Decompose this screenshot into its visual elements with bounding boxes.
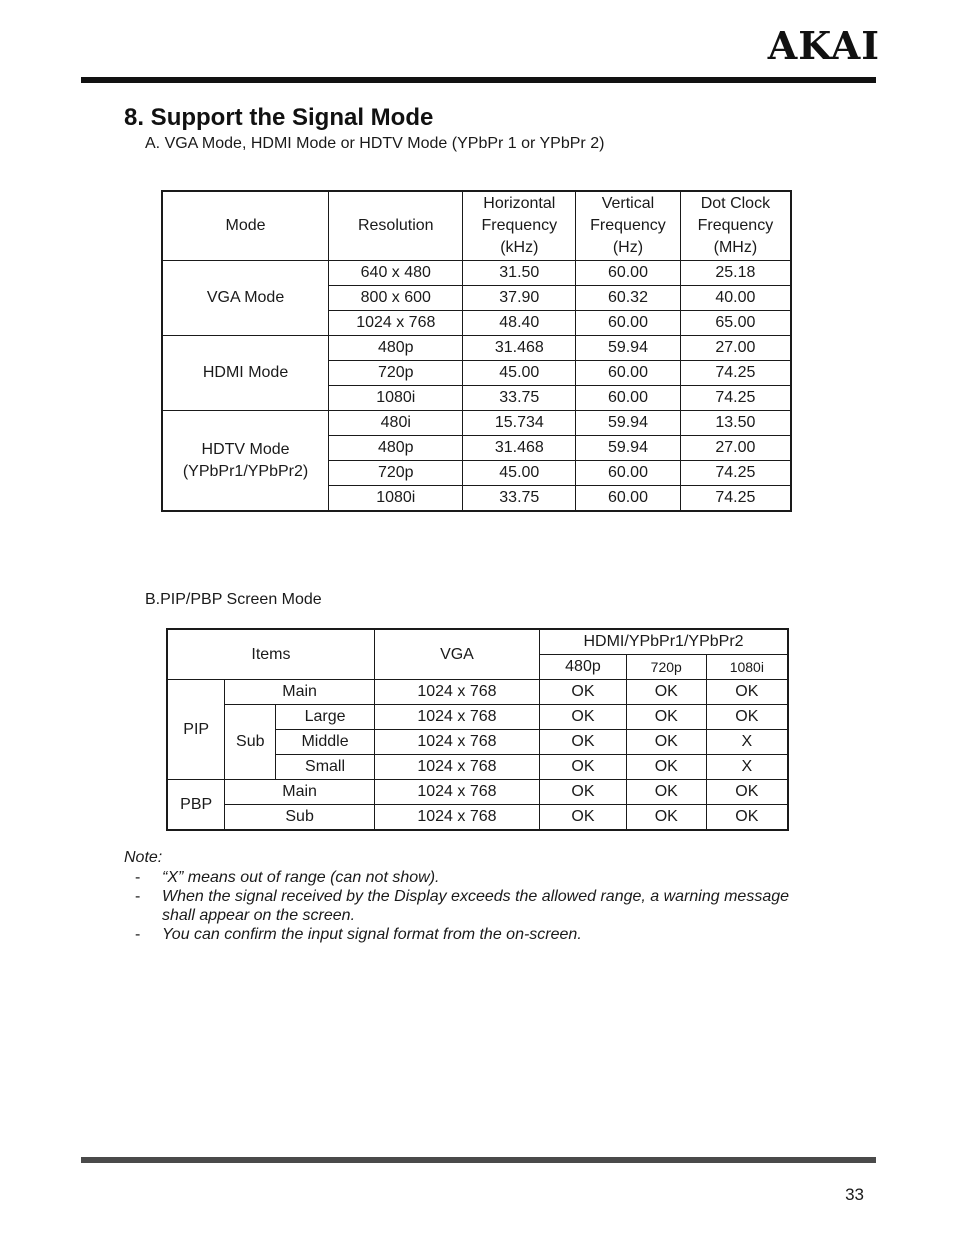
pbp-label: PBP bbox=[167, 780, 225, 831]
vga-cell: 1024 x 768 bbox=[374, 755, 539, 780]
cell-1080i: X bbox=[706, 755, 788, 780]
table-cell: 480p bbox=[329, 436, 463, 461]
table-cell: 13.50 bbox=[680, 411, 791, 436]
table-row bbox=[167, 805, 788, 831]
table-cell: 1080i bbox=[329, 386, 463, 411]
vga-cell: 1024 x 768 bbox=[374, 680, 539, 705]
table-cell: 40.00 bbox=[680, 286, 791, 311]
page-number: 33 bbox=[845, 1185, 864, 1204]
table-cell: 45.00 bbox=[463, 361, 576, 386]
table-cell: 60.00 bbox=[576, 361, 681, 386]
table-cell: 27.00 bbox=[680, 436, 791, 461]
table-row bbox=[162, 411, 791, 436]
header-vga: VGA bbox=[374, 629, 539, 680]
table-cell: 59.94 bbox=[576, 436, 681, 461]
table-cell: 1024 x 768 bbox=[329, 311, 463, 336]
cell-720p: OK bbox=[626, 680, 706, 705]
table-cell: 74.25 bbox=[680, 386, 791, 411]
table-cell: 33.75 bbox=[463, 386, 576, 411]
table-row bbox=[162, 261, 791, 286]
vga-cell: 1024 x 768 bbox=[374, 780, 539, 805]
cell-720p: OK bbox=[626, 780, 706, 805]
table-cell: 45.00 bbox=[463, 461, 576, 486]
cell-1080i: OK bbox=[706, 805, 788, 831]
column-header: Dot Clock Frequency (MHz) bbox=[680, 191, 791, 261]
cell-720p: OK bbox=[626, 730, 706, 755]
column-header: Vertical Frequency (Hz) bbox=[576, 191, 681, 261]
table-cell: 480p bbox=[329, 336, 463, 361]
header-rule bbox=[81, 77, 876, 83]
table-cell: 1080i bbox=[329, 486, 463, 512]
table-cell: 65.00 bbox=[680, 311, 791, 336]
header-hdmi-ypbpr: HDMI/YPbPr1/YPbPr2 bbox=[540, 629, 788, 655]
table-header-row bbox=[162, 191, 791, 261]
table-cell: 37.90 bbox=[463, 286, 576, 311]
cell-480p: OK bbox=[540, 805, 627, 831]
table-cell: 640 x 480 bbox=[329, 261, 463, 286]
signal-mode-table bbox=[161, 190, 792, 512]
cell-1080i: X bbox=[706, 730, 788, 755]
page-title: 8. Support the Signal Mode bbox=[124, 104, 434, 131]
cell-480p: OK bbox=[540, 755, 627, 780]
cell-480p: OK bbox=[540, 780, 627, 805]
cell-1080i: OK bbox=[706, 680, 788, 705]
row-label: Main bbox=[225, 780, 375, 805]
column-header: Mode bbox=[162, 191, 329, 261]
header-720p: 720p bbox=[626, 655, 706, 680]
table-cell: 31.468 bbox=[463, 336, 576, 361]
cell-480p: OK bbox=[540, 705, 627, 730]
table-cell: 74.25 bbox=[680, 361, 791, 386]
mode-cell: VGA Mode bbox=[162, 261, 329, 336]
table-row bbox=[167, 629, 788, 655]
table-cell: 60.32 bbox=[576, 286, 681, 311]
table-cell: 800 x 600 bbox=[329, 286, 463, 311]
cell-480p: OK bbox=[540, 730, 627, 755]
cell-1080i: OK bbox=[706, 780, 788, 805]
table-row bbox=[162, 336, 791, 361]
cell-720p: OK bbox=[626, 805, 706, 831]
note-label: Note: bbox=[124, 849, 163, 866]
note-text: “X” means out of range (can not show). bbox=[162, 869, 440, 886]
notes-list bbox=[124, 868, 804, 944]
table-cell: 31.50 bbox=[463, 261, 576, 286]
table-cell: 25.18 bbox=[680, 261, 791, 286]
table-cell: 74.25 bbox=[680, 461, 791, 486]
table-cell: 15.734 bbox=[463, 411, 576, 436]
header-480p: 480p bbox=[540, 655, 627, 680]
list-item bbox=[124, 887, 804, 925]
row-label: Middle bbox=[276, 730, 375, 755]
table-cell: 60.00 bbox=[576, 461, 681, 486]
table-cell: 480i bbox=[329, 411, 463, 436]
row-label: Sub bbox=[225, 805, 375, 831]
table-cell: 720p bbox=[329, 461, 463, 486]
table-cell: 59.94 bbox=[576, 336, 681, 361]
row-label: Large bbox=[276, 705, 375, 730]
mode-cell: HDTV Mode (YPbPr1/YPbPr2) bbox=[162, 411, 329, 512]
column-header: Resolution bbox=[329, 191, 463, 261]
list-item bbox=[124, 925, 804, 944]
table-cell: 60.00 bbox=[576, 261, 681, 286]
footer-rule bbox=[81, 1157, 876, 1163]
header-items: Items bbox=[167, 629, 374, 680]
row-label: Main bbox=[225, 680, 375, 705]
table-cell: 59.94 bbox=[576, 411, 681, 436]
table-cell: 60.00 bbox=[576, 486, 681, 512]
dash-bullet: - bbox=[135, 926, 141, 943]
vga-cell: 1024 x 768 bbox=[374, 730, 539, 755]
cell-720p: OK bbox=[626, 705, 706, 730]
table-cell: 33.75 bbox=[463, 486, 576, 512]
table-row bbox=[167, 680, 788, 705]
subtitle-b: B.PIP/PBP Screen Mode bbox=[145, 591, 322, 608]
dash-bullet: - bbox=[135, 888, 141, 905]
mode-cell: HDMI Mode bbox=[162, 336, 329, 411]
vga-cell: 1024 x 768 bbox=[374, 805, 539, 831]
cell-1080i: OK bbox=[706, 705, 788, 730]
table-cell: 60.00 bbox=[576, 386, 681, 411]
sub-group-label: Sub bbox=[225, 705, 276, 780]
table-cell: 31.468 bbox=[463, 436, 576, 461]
table-row bbox=[167, 705, 788, 730]
table-cell: 74.25 bbox=[680, 486, 791, 512]
cell-480p: OK bbox=[540, 680, 627, 705]
cell-720p: OK bbox=[626, 755, 706, 780]
vga-cell: 1024 x 768 bbox=[374, 705, 539, 730]
header-1080i: 1080i bbox=[706, 655, 788, 680]
pip-pbp-table bbox=[166, 628, 789, 831]
row-label: Small bbox=[276, 755, 375, 780]
subtitle-a: A. VGA Mode, HDMI Mode or HDTV Mode (YPbPr 1 or YPbPr 2) bbox=[145, 135, 605, 152]
note-text: You can confirm the input signal format from the on-screen. bbox=[162, 926, 582, 943]
note-text: When the signal received by the Display exceeds the allowed range, a warning message shall appear on the screen. bbox=[162, 888, 790, 924]
list-item bbox=[124, 868, 804, 887]
akai-logo: AKAI bbox=[767, 23, 880, 68]
pip-label: PIP bbox=[167, 680, 225, 780]
dash-bullet: - bbox=[135, 869, 141, 886]
table-cell: 720p bbox=[329, 361, 463, 386]
column-header: Horizontal Frequency (kHz) bbox=[463, 191, 576, 261]
table-cell: 27.00 bbox=[680, 336, 791, 361]
table-row bbox=[167, 780, 788, 805]
table-cell: 48.40 bbox=[463, 311, 576, 336]
table-cell: 60.00 bbox=[576, 311, 681, 336]
